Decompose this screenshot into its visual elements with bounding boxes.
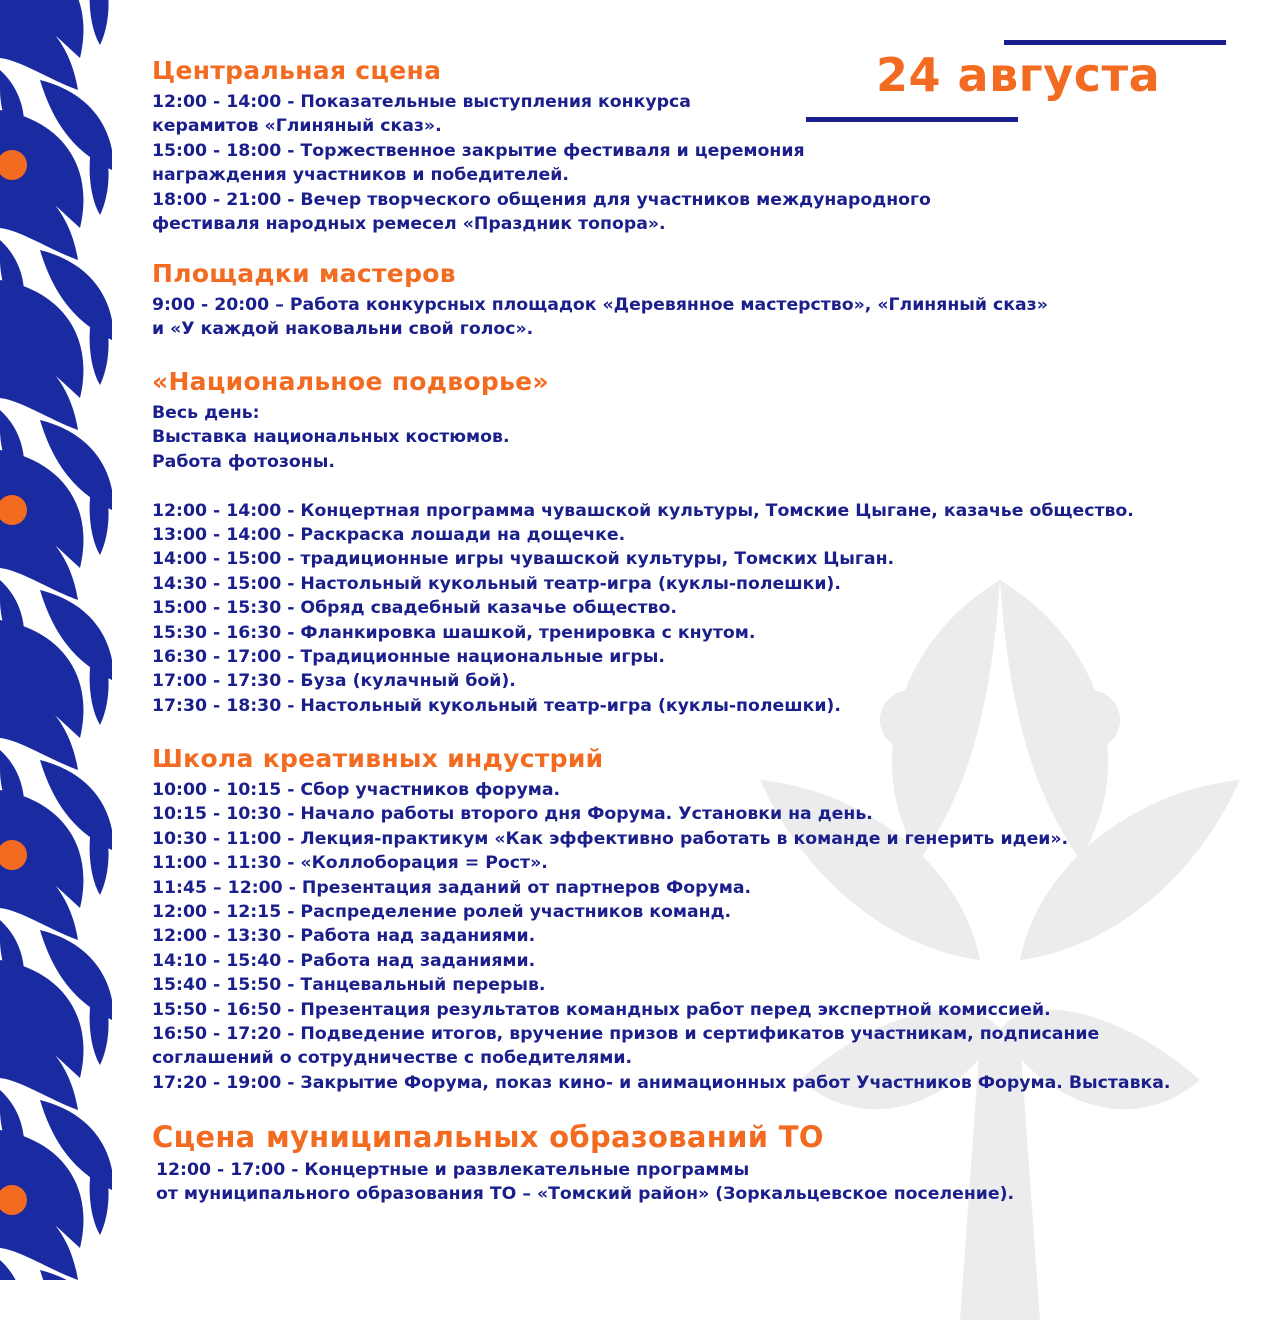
- section-title: Центральная сцена: [152, 56, 442, 85]
- section-lines: [152, 401, 1262, 718]
- section-lines: [152, 778, 1262, 1095]
- schedule-line: Весь день:: [152, 403, 260, 423]
- section-national: [152, 367, 1262, 718]
- schedule-line: 14:30 - 15:00 - Настольный кукольный театр-игра (куклы-полешки).: [152, 573, 841, 594]
- date-rule-top: [1004, 40, 1226, 45]
- section-lines: [152, 293, 1262, 342]
- schedule-line: 10:00 - 10:15 - Сбор участников форума.: [152, 780, 561, 800]
- schedule-line: 17:00 - 17:30 - Буза (кулачный бой).: [152, 671, 516, 692]
- schedule-line: 15:40 - 15:50 - Танцевальный перерыв.: [152, 975, 546, 996]
- schedule-line: от муниципального образования ТО – «Томский район» (Зоркальцевское поселение).: [156, 1184, 1015, 1205]
- schedule-line: 14:00 - 15:00 - традиционные игры чувашской культуры, Томских Цыган.: [152, 549, 895, 570]
- schedule-line: 17:30 - 18:30 - Настольный кукольный театр-игра (куклы-полешки).: [152, 695, 841, 716]
- spacer: [152, 474, 1262, 498]
- schedule-line: 9:00 - 20:00 – Работа конкурсных площадок «Деревянное мастерство», «Глиняный сказ»: [152, 295, 1048, 315]
- schedule-line: Работа фотозоны.: [152, 451, 335, 472]
- schedule-line: 11:45 – 12:00 - Презентация заданий от партнеров Форума.: [152, 877, 752, 898]
- section-title: «Национальное подворье»: [152, 367, 549, 396]
- schedule-line: 11:00 - 11:30 - «Коллоборация = Рост».: [152, 853, 548, 874]
- schedule-line: 13:00 - 14:00 - Раскраска лошади на дощечке.: [152, 525, 626, 546]
- schedule-line: 18:00 - 21:00 - Вечер творческого общения для участников международного: [152, 189, 931, 210]
- schedule-line: 15:50 - 16:50 - Презентация результатов командных работ перед экспертной комиссией.: [152, 999, 1051, 1020]
- section-masters: [152, 259, 1262, 342]
- schedule-line: 12:00 - 14:00 - Концертная программа чувашской культуры, Томские Цыгане, казачье общество.: [152, 500, 1134, 521]
- date-title: 24 августа: [876, 48, 1161, 102]
- schedule-line: керамитов «Глиняный сказ».: [152, 116, 442, 137]
- schedule-line: 16:50 - 17:20 - Подведение итогов, вручение призов и сертификатов участникам, подписание: [152, 1024, 1100, 1045]
- section-title: Школа креативных индустрий: [152, 744, 604, 773]
- schedule-line: 10:15 - 10:30 - Начало работы второго дня Форума. Установки на день.: [152, 804, 873, 825]
- section-school: [152, 744, 1262, 1095]
- schedule-line: 12:00 - 12:15 - Распределение ролей участников команд.: [152, 902, 732, 923]
- section-lines: [152, 1158, 1262, 1207]
- schedule-line: 12:00 - 13:30 - Работа над заданиями.: [152, 926, 536, 947]
- schedule-line: 16:30 - 17:00 - Традиционные национальные игры.: [152, 647, 665, 668]
- schedule-line: 17:20 - 19:00 - Закрытие Форума, показ кино- и анимационных работ Участников Форума. Выставка.: [152, 1072, 1171, 1093]
- schedule-line: 15:30 - 16:30 - Фланкировка шашкой, тренировка с кнутом.: [152, 622, 756, 643]
- folk-ornament-border: [0, 0, 112, 1280]
- schedule-line: Выставка национальных костюмов.: [152, 427, 510, 448]
- schedule-line: 15:00 - 15:30 - Обряд свадебный казачье общество.: [152, 598, 677, 619]
- section-lines: [152, 90, 1262, 236]
- section-central-stage: [152, 56, 1262, 236]
- schedule-line: 15:00 - 18:00 - Торжественное закрытие фестиваля и церемония: [152, 140, 805, 161]
- schedule-line: 10:30 - 11:00 - Лекция-практикум «Как эффективно работать в команде и генерить идеи».: [152, 828, 1069, 849]
- section-title: Сцена муниципальных образований ТО: [152, 1120, 824, 1154]
- section-municipal: [152, 1120, 1262, 1207]
- schedule-line: фестиваля народных ремесел «Праздник топора».: [152, 214, 666, 235]
- schedule-line: 14:10 - 15:40 - Работа над заданиями.: [152, 950, 536, 971]
- schedule-line: 12:00 - 14:00 - Показательные выступления конкурса: [152, 92, 691, 112]
- section-title: Площадки мастеров: [152, 259, 456, 288]
- schedule-line: награждения участников и победителей.: [152, 165, 569, 186]
- schedule-line: соглашений о сотрудничестве с победителями.: [152, 1048, 633, 1069]
- schedule-line: 12:00 - 17:00 - Концертные и развлекательные программы: [156, 1160, 750, 1180]
- schedule-line: и «У каждой наковальни свой голос».: [152, 319, 534, 340]
